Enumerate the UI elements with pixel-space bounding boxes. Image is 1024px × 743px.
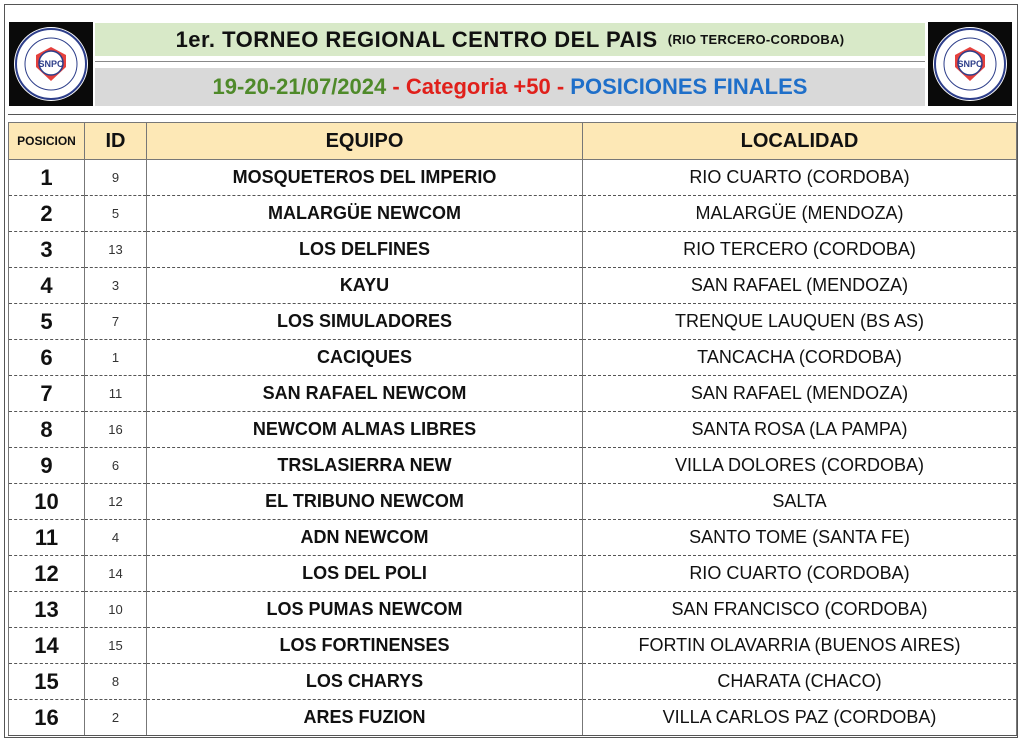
location-cell: SALTA (583, 484, 1017, 520)
stage-label: POSICIONES FINALES (570, 74, 808, 99)
table-row (9, 520, 1017, 556)
table-header-row (9, 123, 1017, 160)
table-row (9, 268, 1017, 304)
position-cell: 12 (9, 556, 85, 592)
position-cell: 16 (9, 700, 85, 736)
id-cell: 12 (85, 484, 147, 520)
id-cell: 8 (85, 664, 147, 700)
column-header-position: POSICION (9, 123, 85, 160)
id-cell: 15 (85, 628, 147, 664)
team-cell: LOS DEL POLI (147, 556, 583, 592)
location-cell: VILLA DOLORES (CORDOBA) (583, 448, 1017, 484)
id-cell: 3 (85, 268, 147, 304)
id-cell: 6 (85, 448, 147, 484)
position-cell: 7 (9, 376, 85, 412)
tournament-title: 1er. TORNEO REGIONAL CENTRO DEL PAIS (175, 26, 658, 52)
snpc-seal-right (933, 27, 1007, 101)
table-row (9, 700, 1017, 736)
id-cell: 2 (85, 700, 147, 736)
id-cell: 13 (85, 232, 147, 268)
id-cell: 14 (85, 556, 147, 592)
position-cell: 14 (9, 628, 85, 664)
standings-table (8, 122, 1017, 736)
team-cell: NEWCOM ALMAS LIBRES (147, 412, 583, 448)
team-cell: ADN NEWCOM (147, 520, 583, 556)
location-cell: VILLA CARLOS PAZ (CORDOBA) (583, 700, 1017, 736)
snpc-logo-left (9, 22, 93, 106)
location-cell: SANTA ROSA (LA PAMPA) (583, 412, 1017, 448)
team-cell: MOSQUETEROS DEL IMPERIO (147, 160, 583, 196)
header-divider (95, 61, 925, 62)
table-row (9, 664, 1017, 700)
table-row (9, 412, 1017, 448)
tournament-dates: 19-20-21/07/2024 (212, 74, 387, 99)
position-cell: 10 (9, 484, 85, 520)
location-cell: SANTO TOME (SANTA FE) (583, 520, 1017, 556)
position-cell: 1 (9, 160, 85, 196)
table-row (9, 304, 1017, 340)
table-row (9, 592, 1017, 628)
position-cell: 13 (9, 592, 85, 628)
position-cell: 4 (9, 268, 85, 304)
id-cell: 9 (85, 160, 147, 196)
position-cell: 15 (9, 664, 85, 700)
id-cell: 11 (85, 376, 147, 412)
location-cell: TRENQUE LAUQUEN (BS AS) (583, 304, 1017, 340)
team-cell: EL TRIBUNO NEWCOM (147, 484, 583, 520)
team-cell: ARES FUZION (147, 700, 583, 736)
location-cell: CHARATA (CHACO) (583, 664, 1017, 700)
team-cell: LOS DELFINES (147, 232, 583, 268)
team-cell: LOS CHARYS (147, 664, 583, 700)
position-cell: 6 (9, 340, 85, 376)
id-cell: 5 (85, 196, 147, 232)
team-cell: SAN RAFAEL NEWCOM (147, 376, 583, 412)
location-cell: SAN FRANCISCO (CORDOBA) (583, 592, 1017, 628)
position-cell: 3 (9, 232, 85, 268)
table-row (9, 232, 1017, 268)
id-cell: 10 (85, 592, 147, 628)
table-row (9, 340, 1017, 376)
position-cell: 2 (9, 196, 85, 232)
position-cell: 8 (9, 412, 85, 448)
separator-dash: - (386, 74, 406, 99)
team-cell: CACIQUES (147, 340, 583, 376)
subtitle-bar (95, 68, 925, 106)
location-cell: RIO CUARTO (CORDOBA) (583, 160, 1017, 196)
table-row (9, 448, 1017, 484)
header-bottom-divider (8, 114, 1016, 115)
table-row (9, 628, 1017, 664)
location-cell: SAN RAFAEL (MENDOZA) (583, 268, 1017, 304)
team-cell: MALARGÜE NEWCOM (147, 196, 583, 232)
tournament-location: (RIO TERCERO-CORDOBA) (667, 32, 845, 47)
column-header-team: EQUIPO (147, 123, 583, 160)
location-cell: RIO CUARTO (CORDOBA) (583, 556, 1017, 592)
column-header-location: LOCALIDAD (583, 123, 1017, 160)
logo-text: SNPC (38, 59, 64, 69)
location-cell: MALARGÜE (MENDOZA) (583, 196, 1017, 232)
location-cell: TANCACHA (CORDOBA) (583, 340, 1017, 376)
id-cell: 1 (85, 340, 147, 376)
team-cell: LOS SIMULADORES (147, 304, 583, 340)
table-row (9, 196, 1017, 232)
snpc-logo-right (928, 22, 1012, 106)
table-row (9, 484, 1017, 520)
category-label: Categoria +50 (405, 74, 551, 99)
team-cell: KAYU (147, 268, 583, 304)
tournament-title-bar (95, 23, 925, 56)
location-cell: SAN RAFAEL (MENDOZA) (583, 376, 1017, 412)
table-row (9, 556, 1017, 592)
id-cell: 7 (85, 304, 147, 340)
team-cell: TRSLASIERRA NEW (147, 448, 583, 484)
team-cell: LOS PUMAS NEWCOM (147, 592, 583, 628)
separator-dash: - (550, 74, 571, 99)
location-cell: FORTIN OLAVARRIA (BUENOS AIRES) (583, 628, 1017, 664)
id-cell: 16 (85, 412, 147, 448)
position-cell: 5 (9, 304, 85, 340)
team-cell: LOS FORTINENSES (147, 628, 583, 664)
location-cell: RIO TERCERO (CORDOBA) (583, 232, 1017, 268)
table-row (9, 376, 1017, 412)
standings-rows (9, 160, 1017, 736)
table-row (9, 160, 1017, 196)
column-header-id: ID (85, 123, 147, 160)
position-cell: 9 (9, 448, 85, 484)
position-cell: 11 (9, 520, 85, 556)
logo-text: SNPC (957, 59, 983, 69)
id-cell: 4 (85, 520, 147, 556)
snpc-seal-left (14, 27, 88, 101)
